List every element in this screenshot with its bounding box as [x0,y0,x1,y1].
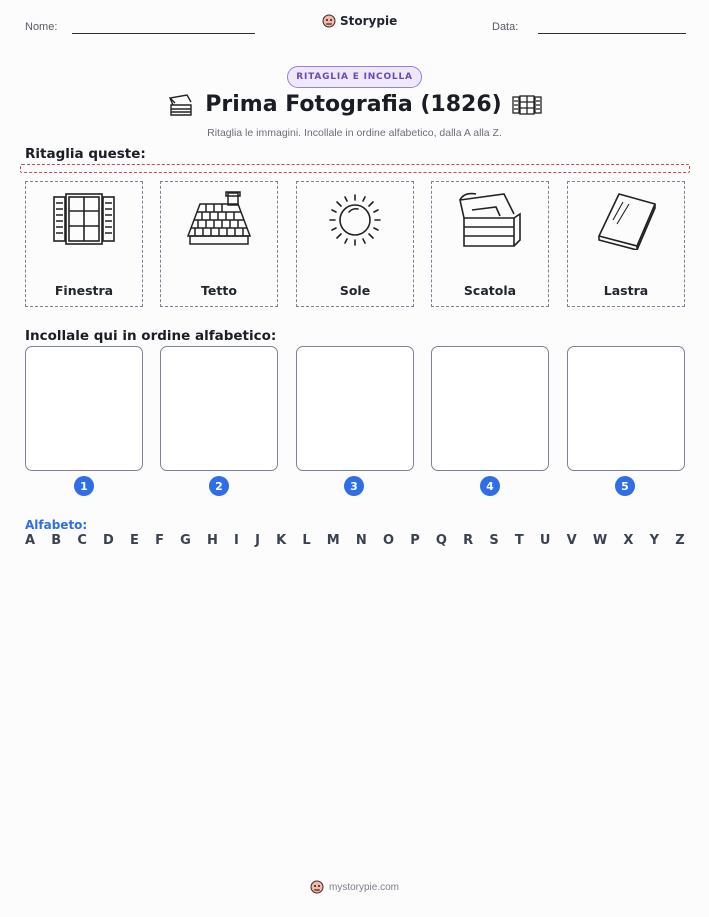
alphabet-letter: V [566,533,577,548]
alphabet-letter: Q [435,533,447,548]
alphabet-letter: B [51,533,62,548]
alphabet-letter: T [514,533,524,548]
alphabet-letter: F [155,533,164,548]
paste-slot-3[interactable] [296,346,414,471]
storypie-mascot-icon [310,880,324,894]
brand-name: Storypie [340,14,398,28]
storypie-mascot-icon [322,14,336,28]
slot-number-badge: 2 [209,476,229,496]
slot-number-badge: 4 [480,476,500,496]
cut-card-tetto[interactable] [160,181,278,307]
alphabet-letter: X [623,533,634,548]
alphabet-letter: N [355,533,367,548]
card-label: Lastra [603,283,649,298]
brand-logo [322,14,397,28]
alphabet-letter: I [234,533,239,548]
alphabet-letter: K [276,533,287,548]
alphabet-letter: Y [649,533,660,548]
date-line [538,33,686,34]
title-row [0,92,709,117]
alphabet-letter: S [489,533,499,548]
alphabet-letter: G [180,533,191,548]
date-label: Data: [492,21,519,33]
name-line [72,33,255,34]
alphabet-letter: L [302,533,311,548]
cut-line [20,164,690,173]
alphabet-row [25,533,685,548]
card-label: Sole [339,283,371,298]
alphabet-letter: J [255,533,260,548]
paste-section-label: Incollale qui in ordine alfabetico: [25,328,277,344]
alphabet-letter: M [326,533,340,548]
alphabet-letter: W [592,533,608,548]
sun-icon [322,190,388,250]
cut-section-label: Ritaglia queste: [25,146,146,162]
alphabet-letter: Z [675,533,685,548]
paste-slot-1[interactable] [25,346,143,471]
activity-badge: RITAGLIA E INCOLLA [287,66,422,88]
alphabet-letter: D [103,533,114,548]
instructions: Ritaglia le immagini. Incollale in ordine alfabetico, dalla A alla Z. [207,127,502,139]
roof-icon [184,190,254,250]
cut-card-lastra[interactable] [567,181,685,307]
card-label: Scatola [463,283,517,298]
slot-number-badge: 5 [615,476,635,496]
alphabet-letter: C [77,533,87,548]
card-label: Finestra [54,283,114,298]
cut-card-scatola[interactable] [431,181,549,307]
paste-slot-5[interactable] [567,346,685,471]
cut-card-finestra[interactable] [25,181,143,307]
paste-slot-2[interactable] [160,346,278,471]
glass-plate-icon [591,190,661,250]
name-label: Nome: [25,21,58,33]
paste-slot-4[interactable] [431,346,549,471]
alphabet-letter: E [130,533,139,548]
window-icon [512,94,542,116]
alphabet-letter: H [206,533,218,548]
chest-icon [456,190,524,250]
slot-number-badge: 1 [74,476,94,496]
alphabet-letter: R [463,533,474,548]
slot-number-badge: 3 [344,476,364,496]
alphabet-letter: U [539,533,551,548]
card-label: Tetto [201,283,237,298]
alphabet-letter: P [410,533,420,548]
footer-url[interactable]: mystorypie.com [328,881,399,893]
alphabet-label: Alfabeto: [25,518,88,532]
chest-icon [167,93,195,117]
alphabet-letter: O [382,533,395,548]
page-title: Prima Fotografia (1826) [205,92,502,117]
footer [0,880,709,894]
window-icon [51,190,117,248]
alphabet-letter: A [25,533,36,548]
cut-card-sole[interactable] [296,181,414,307]
